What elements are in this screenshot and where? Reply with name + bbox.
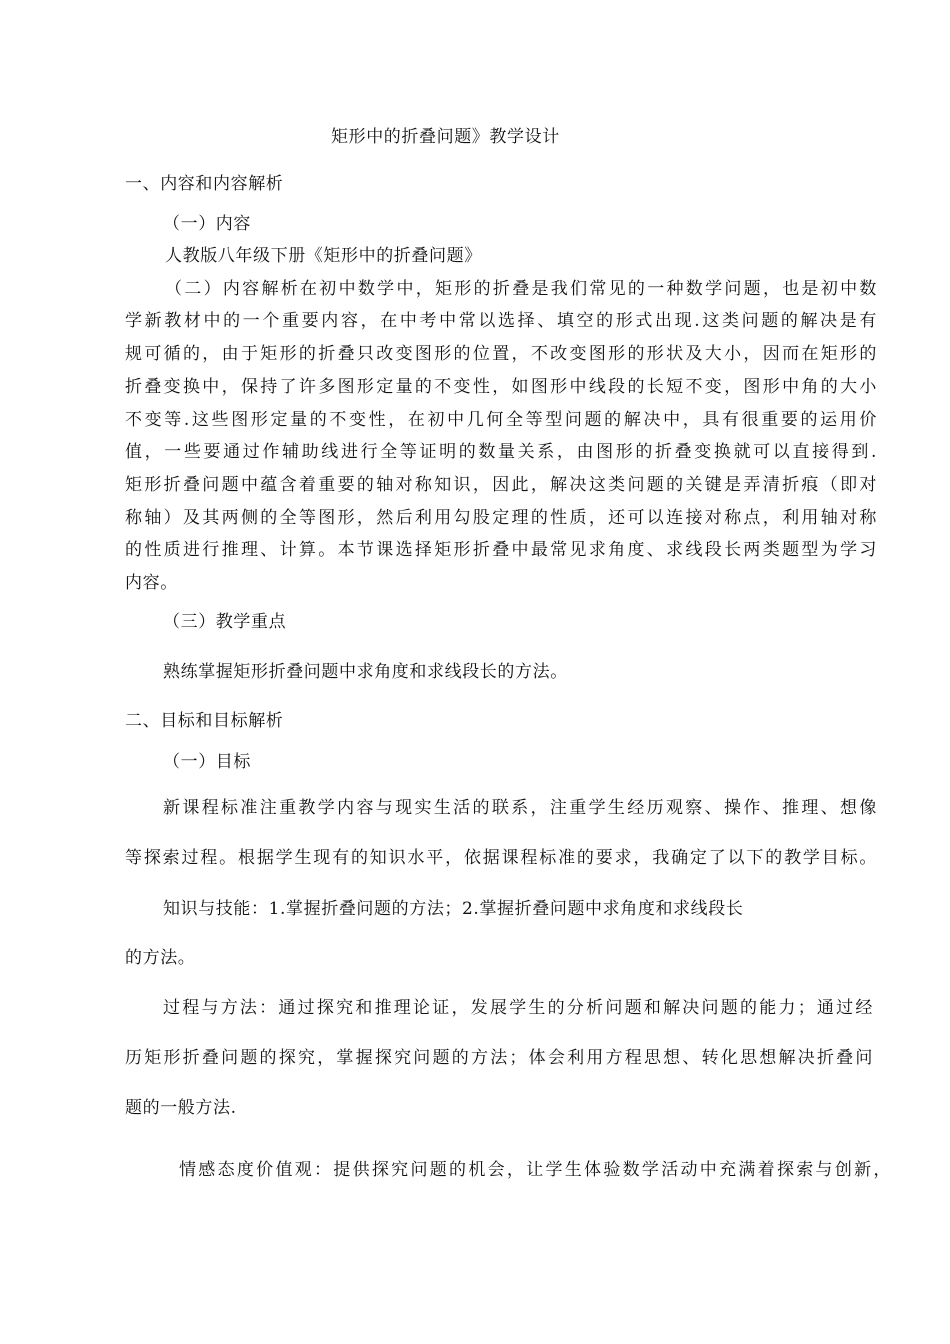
analysis-line: 规可循的，由于矩形的折叠只改变图形的位置，不改变图形的形状及大小，因而在矩形的 — [125, 344, 877, 364]
analysis-line: 折叠变换中，保持了许多图形定量的不变性，如图形中线段的长短不变，图形中角的大小 — [125, 377, 877, 397]
analysis-line: 矩形折叠问题中蕴含着重要的轴对称知识，因此，解决这类问题的关键是弄清折痕（即对 — [125, 475, 877, 495]
goal-line: 新课程标准注重教学内容与现实生活的联系，注重学生经历观察、操作、推理、想像 — [163, 798, 877, 818]
analysis-line: 的性质进行推理、计算。本节课选择矩形折叠中最常见求角度、求线段长两类题型为学习 — [125, 540, 877, 560]
section-heading-goals: 二、目标和目标解析 — [125, 711, 284, 731]
analysis-line: 称轴）及其两侧的全等图形，然后利用勾股定理的性质，还可以连接对称点，利用轴对称 — [125, 508, 877, 528]
analysis-line: 不变等.这些图形定量的不变性，在初中几何全等型问题的解决中，具有很重要的运用价 — [125, 410, 877, 430]
subheading-goal: （一）目标 — [163, 752, 251, 772]
emotion-values-line: 情感态度价值观：提供探究问题的机会，让学生体验数学活动中充满着探索与创新， — [179, 1160, 891, 1180]
process-method-line: 过程与方法：通过探究和推理论证，发展学生的分析问题和解决问题的能力；通过经 — [163, 998, 873, 1018]
analysis-line: （二）内容解析在初中数学中，矩形的折叠是我们常见的一种数学问题，也是初中数 — [165, 279, 877, 299]
process-method-line: 题的一般方法. — [125, 1098, 237, 1118]
subheading-content: （一）内容 — [163, 214, 251, 234]
knowledge-skills-line: 的方法。 — [125, 948, 196, 968]
analysis-line: 学新教材中的一个重要内容，在中考中常以选择、填空的形式出现.这类问题的解决是有 — [125, 311, 877, 331]
process-method-line: 历矩形折叠问题的探究，掌握探究问题的方法；体会利用方程思想、转化思想解决折叠问 — [125, 1048, 873, 1068]
section-heading-content: 一、内容和内容解析 — [125, 174, 284, 194]
goal-line: 等探索过程。根据学生现有的知识水平，依据课程标准的要求，我确定了以下的教学目标。 — [125, 848, 877, 868]
analysis-line: 值，一些要通过作辅助线进行全等证明的数量关系，由图形的折叠变换就可以直接得到. — [125, 442, 877, 462]
key-point-text: 熟练掌握矩形折叠问题中求角度和求线段长的方法。 — [163, 662, 568, 682]
knowledge-skills-line: 知识与技能：1.掌握折叠问题的方法；2.掌握折叠问题中求角度和求线段长 — [163, 899, 744, 919]
subheading-key-point: （三）教学重点 — [163, 612, 287, 632]
analysis-line: 内容。 — [125, 573, 178, 593]
page-title: 矩形中的折叠问题》教学设计 — [331, 127, 560, 147]
textbook-reference: 人教版八年级下册《矩形中的折叠问题》 — [165, 246, 482, 266]
